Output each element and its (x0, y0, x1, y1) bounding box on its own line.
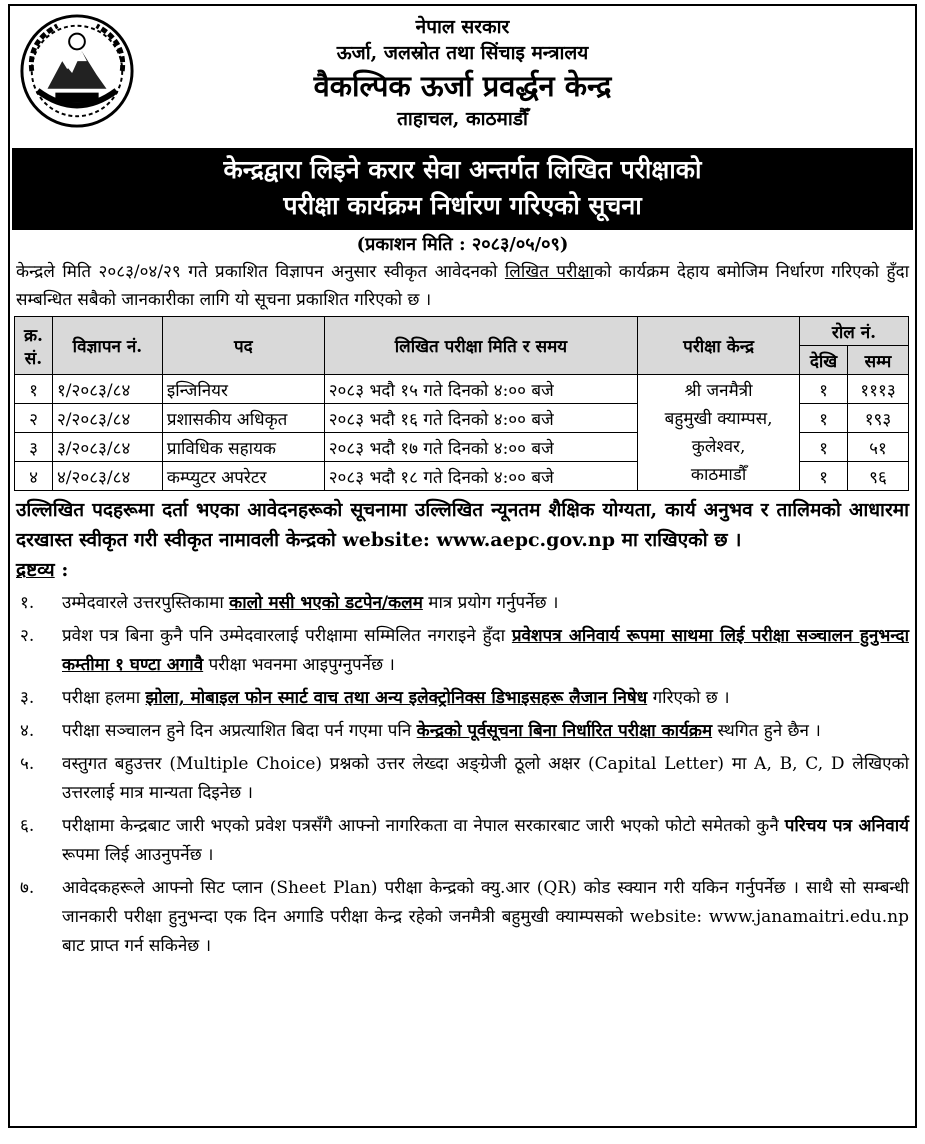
table-row (15, 375, 909, 404)
list-item (16, 589, 909, 618)
cell-adv-no: ३/२०८३/८४ (52, 433, 162, 462)
office-name: वैकल्पिक ऊर्जा प्रवर्द्धन केन्द्र (313, 69, 612, 103)
item-emphasis: केन्द्रको पूर्वसूचना बिना निर्धारित परीक्षा कार्यक्रम (416, 721, 713, 741)
notice-heading-text: द्रष्टव्य (16, 559, 55, 581)
header (10, 6, 915, 146)
intro-paragraph (10, 258, 915, 314)
cell-exam-center (638, 375, 800, 491)
header-post: पद (162, 317, 324, 375)
item-text-part: प्रवेश पत्र बिना कुनै पनि उम्मेदवारलाई परीक्षामा सम्मिलित नगराइने हुँदा (62, 626, 512, 646)
item-text-part: गरिएको छ । (647, 688, 730, 708)
header-center: परीक्षा केन्द्र (638, 317, 800, 375)
item-text-part: परीक्षा सञ्चालन हुने दिन अप्रत्याशित बिदा पर्न गएमा पनि (62, 721, 417, 741)
cell-post: प्राविधिक सहायक (162, 433, 324, 462)
center-line: काठमाडौँ (690, 464, 747, 485)
cell-roll-to: ९६ (847, 462, 908, 491)
notice-heading-colon: : (54, 559, 69, 581)
header-roll: रोल नं. (800, 317, 909, 346)
item-text (62, 750, 909, 808)
cell-datetime: २०८३ भदौ १५ गते दिनको ४:०० बजे (324, 375, 637, 404)
cell-roll-to: ५१ (847, 433, 908, 462)
publication-date: (प्रकाशन मिति : २०८३/०५/०९) (356, 234, 569, 255)
item-emphasis: झोला, मोबाइल फोन स्मार्ट वाच तथा अन्य इलेक्ट्रोनिक्स डिभाइसहरू लैजान निषेध (145, 688, 648, 708)
item-text-part: वस्तुगत बहुउत्तर (Multiple Choice) प्रश्नको उत्तर लेख्दा अङ्ग्रेजी ठूलो अक्षर (Capital Letter) मा A, B, C, D लेखिएको उत्तरलाई मात्र मान्यता दिइनेछ । (62, 754, 909, 803)
item-number: ४. (20, 721, 35, 741)
header-datetime: लिखित परीक्षा मिति र समय (324, 317, 637, 375)
cell-post: प्रशासकीय अधिकृत (162, 404, 324, 433)
cell-roll-from: १ (800, 404, 848, 433)
cell-post: कम्प्युटर अपरेटर (162, 462, 324, 491)
cell-adv-no: १/२०८३/८४ (52, 375, 162, 404)
item-number: ३. (20, 688, 35, 708)
cell-sn: १ (15, 375, 53, 404)
item-text-part: रूपमा लिई आउनुपर्नेछ । (62, 845, 214, 865)
ministry-name: ऊर्जा, जलस्रोत तथा सिंचाइ मन्त्रालय (336, 42, 589, 64)
item-text (62, 622, 909, 680)
item-text-part: स्थगित हुने छैन । (712, 721, 821, 741)
notice-page (8, 4, 917, 1128)
list-item (16, 874, 909, 961)
header-roll-to: सम्म (847, 346, 908, 375)
list-item (16, 622, 909, 680)
item-text-part: आवेदकहरूले आफ्नो सिट प्लान (Sheet Plan) परीक्षा केन्द्रको क्यु.आर (QR) कोड स्क्यान गरी यकिन गर्नुपर्नेछ । साथै सो सम्बन्धी जानकारी परीक्षा हुनुभन्दा एक दिन अगाडि परीक्षा केन्द्र रहेको जनमैत्री बहुमुखी क्याम्पसको website: www.janamaitri.edu.np बाट प्राप्त गर्न सकिनेछ । (62, 878, 909, 956)
cell-roll-to: १११३ (847, 375, 908, 404)
item-emphasis: परिचय पत्र अनिवार्य (784, 816, 909, 836)
cell-adv-no: ४/२०८३/८४ (52, 462, 162, 491)
item-text-part: परीक्षा हलमा (62, 688, 146, 708)
item-number: २. (20, 626, 35, 646)
header-roll-from: देखि (800, 346, 848, 375)
item-number: १. (20, 593, 35, 613)
cell-roll-from: १ (800, 433, 848, 462)
exam-schedule-table (14, 316, 909, 491)
intro-part-1: केन्द्रले मिति २०८३/०४/२९ गते प्रकाशित विज्ञापन अनुसार स्वीकृत आवेदनको (16, 262, 505, 282)
center-line: बहुमुखी क्याम्पस, (664, 408, 773, 429)
cell-post: इन्जिनियर (162, 375, 324, 404)
item-text (62, 717, 909, 746)
cell-sn: २ (15, 404, 53, 433)
note-paragraph: उल्लिखित पदहरूमा दर्ता भएका आवेदनहरूको सूचनामा उल्लिखित न्यूनतम शैक्षिक योग्यता, कार्य अनुभव र तालिमको आधारमा दरखास्त स्वीकृत गरी स्वीकृत नामावली केन्द्रको website: www.aepc.gov.np मा राखिएको छ । (16, 499, 909, 551)
cell-datetime: २०८३ भदौ १७ गते दिनको ४:०० बजे (324, 433, 637, 462)
notice-title-banner (12, 148, 913, 230)
office-address: ताहाचल, काठमाडौँ (397, 108, 528, 130)
list-item (16, 684, 909, 713)
item-text (62, 874, 909, 961)
item-number: ६. (20, 816, 35, 836)
item-text-part: मात्र प्रयोग गर्नुपर्नेछ । (422, 593, 559, 613)
item-text (62, 684, 909, 713)
item-text (62, 812, 909, 870)
cell-datetime: २०८३ भदौ १६ गते दिनको ४:०० बजे (324, 404, 637, 433)
item-number: ५. (20, 754, 35, 774)
cell-adv-no: २/२०८३/८४ (52, 404, 162, 433)
center-line: श्री जनमैत्री (684, 380, 753, 401)
intro-part-2: को कार्यक्रम देहाय बमोजिम निर्धारण गरिएको हुँदा सम्बन्धित सबैको जानकारीका लागि यो सूचना प्रकाशित गरिएको छ । (16, 262, 910, 310)
intro-underlined: लिखित परीक्षा (504, 262, 594, 282)
cell-datetime: २०८३ भदौ १८ गते दिनको ४:०० बजे (324, 462, 637, 491)
banner-line-1: केन्द्रद्वारा लिइने करार सेवा अन्तर्गत लिखित परीक्षाको (223, 155, 702, 184)
cell-sn: ३ (15, 433, 53, 462)
government-name: नेपाल सरकार (415, 16, 510, 38)
item-emphasis: कालो मसी भएको डटपेन/कलम (229, 593, 423, 613)
item-text-part: परीक्षा भवनमा आइपुग्नुपर्नेछ । (203, 655, 395, 675)
list-item (16, 750, 909, 808)
item-number: ७. (20, 878, 35, 898)
list-item (16, 717, 909, 746)
cell-sn: ४ (15, 462, 53, 491)
notice-heading (10, 555, 915, 585)
item-text-part: उम्मेदवारले उत्तरपुस्तिकामा (62, 593, 230, 613)
cell-roll-from: १ (800, 375, 848, 404)
banner-line-2: परीक्षा कार्यक्रम निर्धारण गरिएको सूचना (283, 191, 642, 220)
cell-roll-to: १९३ (847, 404, 908, 433)
center-line: कुलेश्वर, (691, 436, 746, 457)
item-emphasis: प्रवेशपत्र अनिवार्य रूपमा साथमा लिई परीक्षा सञ्चालन हुनुभन्दा कम्तीमा १ घण्टा अगावै (62, 626, 909, 675)
cell-roll-from: १ (800, 462, 848, 491)
instructions-list (10, 589, 915, 961)
item-text-part: परीक्षामा केन्द्रबाट जारी भएको प्रवेश पत्रसँगै आफ्नो नागरिकता वा नेपाल सरकारबाट जारी भएको फोटो समेतको कुनै (62, 816, 785, 836)
list-item (16, 812, 909, 870)
header-sn: क्र. सं. (15, 317, 53, 375)
header-adv-no: विज्ञापन नं. (52, 317, 162, 375)
item-text (62, 589, 909, 618)
